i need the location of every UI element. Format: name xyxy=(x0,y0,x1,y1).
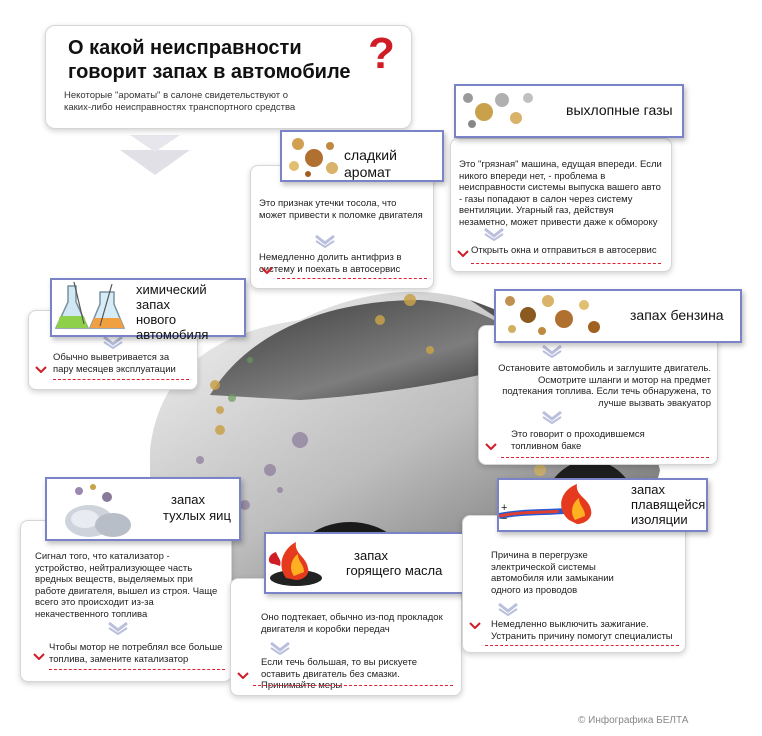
insulation-cause: Причина в перегрузке электрической системы автомобиля или замыкании одного из проводов xyxy=(491,550,614,596)
petrol-action: Остановите автомобиль и заглушите двигатель. Осмотрите шланги и мотор на предмет подтекания топлива. Если течь обнаружена, то лучше вызвать эвакуатор xyxy=(498,363,711,409)
eggs-icon xyxy=(49,481,139,537)
chemical-heading-line-1: химический запах xyxy=(136,282,207,312)
petrol-cause: Это говорит о проходившемся топливном баке xyxy=(511,429,645,452)
smoke-bubbles-icon xyxy=(458,86,538,134)
exhaust-card xyxy=(450,138,672,272)
chevron-down-icon xyxy=(107,621,129,635)
oil-flame-icon xyxy=(266,534,336,590)
chevron-down-icon xyxy=(541,410,563,424)
sweet-header xyxy=(280,130,444,182)
sweet-action: Немедленно долить антифриз в систему и поехать в автосервис xyxy=(259,252,402,275)
eggs-header xyxy=(45,477,241,541)
petrol-card xyxy=(478,325,718,465)
eggs-heading-line-2: тухлых яиц xyxy=(163,508,231,523)
chevron-down-icon xyxy=(541,344,563,358)
divider xyxy=(253,685,453,686)
sweet-card xyxy=(250,165,434,289)
red-check-icon xyxy=(35,366,47,373)
eggs-heading xyxy=(163,492,231,524)
plus-label: + xyxy=(501,502,508,514)
divider xyxy=(53,379,189,380)
burning-wire-icon xyxy=(499,480,609,528)
red-check-icon xyxy=(469,622,481,629)
divider xyxy=(485,645,679,646)
insulation-action: Немедленно выключить зажигание. Устранить причину помогут специалисты xyxy=(491,619,673,642)
red-check-icon xyxy=(485,443,497,450)
chemical-heading-line-2: нового xyxy=(136,312,177,327)
exhaust-header xyxy=(454,84,684,138)
sweet-cause: Это признак утечки тосола, что может привести к поломке двигателя xyxy=(259,198,423,221)
exhaust-heading: выхлопные газы xyxy=(566,102,673,118)
question-mark: ? xyxy=(368,29,395,78)
chevron-down-icon xyxy=(497,602,519,616)
exhaust-cause: Это "грязная" машина, едущая впереди. Если никого впереди нет, - проблема в неисправности системы выпуска вашего авто - газы попадают в салон через систему вентиляции. Угарный газ, действуя незаметно, может привести даже к обмороку xyxy=(459,159,662,228)
petrol-heading: запах бензина xyxy=(630,307,724,323)
divider xyxy=(471,263,661,264)
chevron-down-icon xyxy=(483,227,505,241)
title-card xyxy=(45,25,412,129)
oil-header xyxy=(264,532,464,594)
red-check-icon xyxy=(33,653,45,660)
chevron-down-icon xyxy=(269,641,291,655)
sweet-heading: сладкий аромат xyxy=(344,147,397,180)
eggs-cause: Сигнал того, что катализатор - устройство, нейтрализующее часть вредных веществ, выделяемых при работе двигателя, вышел из строя. Чаще всего это происходит из-за некачественного топлива xyxy=(35,551,218,620)
oil-heading-line-2: горящего масла xyxy=(346,563,443,578)
divider xyxy=(49,669,225,670)
chemical-text: Обычно выветривается за пару месяцев эксплуатации xyxy=(53,352,176,375)
chemical-heading-line-3: автомобиля xyxy=(136,327,209,342)
divider xyxy=(501,457,709,458)
red-check-icon xyxy=(237,672,249,679)
eggs-heading-line-1: запах xyxy=(171,492,205,507)
title-line-2: говорит запах в автомобиле xyxy=(68,61,351,83)
divider xyxy=(277,278,427,279)
petrol-header xyxy=(494,289,742,343)
bubbles-icon xyxy=(286,134,342,178)
insulation-heading-line-1: запах xyxy=(631,482,665,497)
page-title xyxy=(68,36,351,84)
oil-heading-line-1: запах xyxy=(354,548,388,563)
insulation-heading-line-3: изоляции xyxy=(631,512,688,527)
bubbles-icon xyxy=(498,291,608,339)
insulation-heading xyxy=(631,482,705,527)
minus-label: − xyxy=(501,513,508,525)
insulation-heading-line-2: плавящейся xyxy=(631,497,706,512)
title-line-1: О какой неисправности xyxy=(68,37,302,59)
subtitle-line-1: Некоторые "ароматы" в салоне свидетельствуют о xyxy=(64,90,289,101)
eggs-action: Чтобы мотор не потреблял все больше топлива, замените катализатор xyxy=(49,642,223,665)
exhaust-action: Открыть окна и отправиться в автосервис xyxy=(471,245,657,256)
oil-heading xyxy=(346,548,442,578)
oil-card xyxy=(230,578,462,696)
eggs-card xyxy=(20,520,232,682)
chemical-heading xyxy=(136,282,244,342)
oil-action: Если течь большая, то вы рискуете оставить двигатель без смазки. Принимайте меры xyxy=(261,657,417,691)
red-check-icon xyxy=(261,267,273,274)
red-check-icon xyxy=(457,250,469,257)
chevron-down-icon xyxy=(102,335,124,349)
credit-text: © Инфографика БЕЛТА xyxy=(578,715,689,726)
insulation-header xyxy=(497,478,708,532)
oil-cause: Оно подтекает, обычно из-под прокладок двигателя и коробки передач xyxy=(261,612,443,635)
flasks-icon xyxy=(54,282,132,334)
chemical-header xyxy=(50,278,246,342)
chevron-down-icon xyxy=(314,234,336,248)
subtitle-line-2: каких-либо неисправностях транспортного средства xyxy=(64,102,296,113)
insulation-card xyxy=(462,515,686,653)
subtitle xyxy=(64,90,295,114)
